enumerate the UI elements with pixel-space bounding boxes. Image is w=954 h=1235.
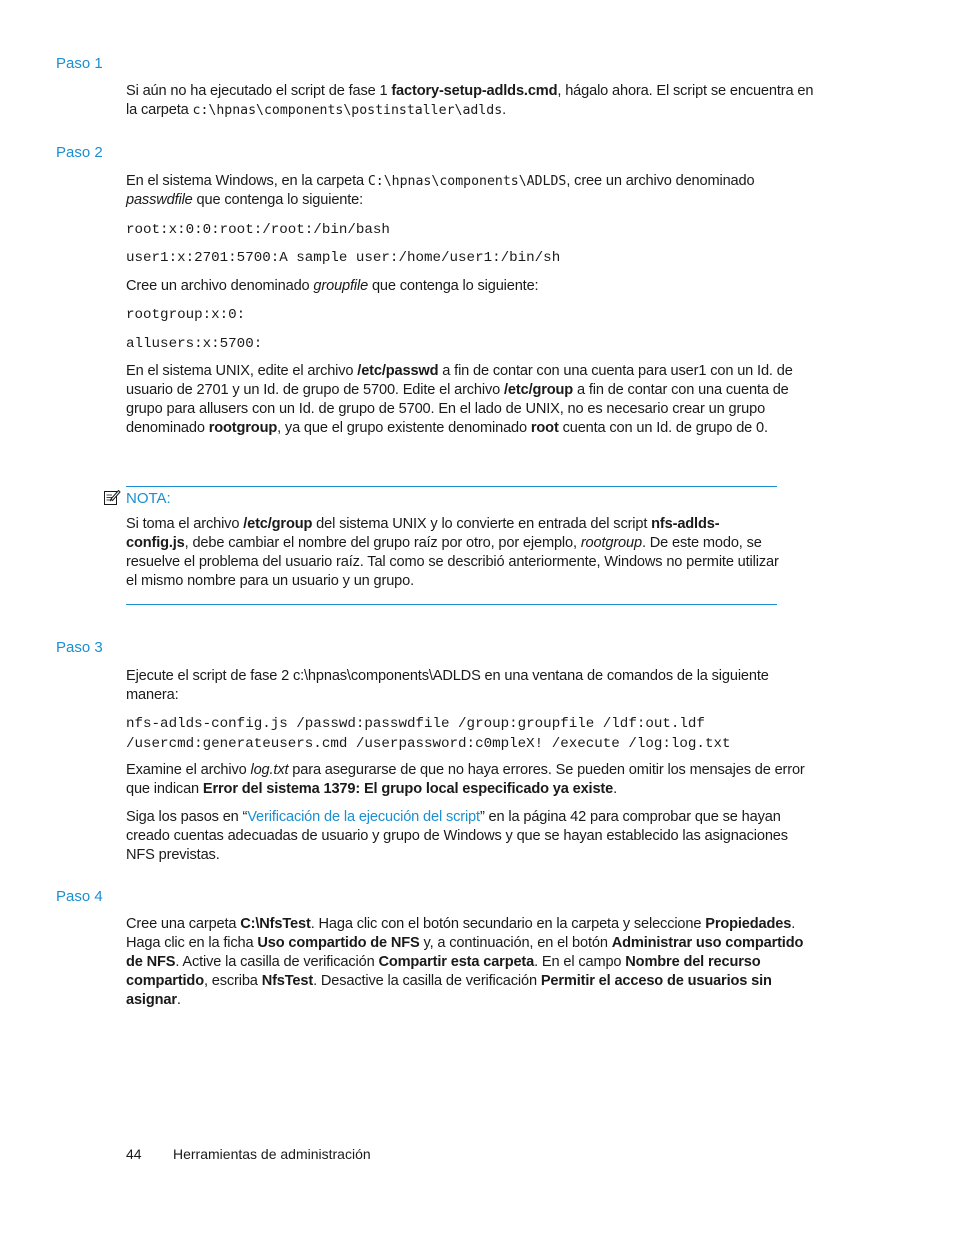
step-4-text: Cree una carpeta C:\NfsTest. Haga clic con el botón secundario en la carpeta y seleccione Propiedades. Haga clic en la ficha Uso compartido de NFS y, a continuación, en el botón Administrar uso compartido de NFS. Active la casilla de verificación Compartir esta carpeta. En el campo Nombre del recurso compartido, escriba NfsTest. Desactive la casilla de verificación Permitir el acceso de usuarios sin asignar. [126, 916, 804, 1008]
step-3-label: Paso 3 [56, 639, 103, 656]
code-line-passwd-root: root:x:0:0:root:/root:/bin/bash [126, 222, 390, 238]
page-number: 44 [126, 1146, 142, 1162]
step-2-paragraph-3: En el sistema UNIX, edite el archivo /etc/passwd a fin de contar con una cuenta para user1 con un Id. de usuario de 2701 y un Id. de grupo de 5700. Edite el archivo /etc/group a fin de contar con una cuenta de grupo para allusers con un Id. de grupo de 5700. En el lado de UNIX, no es necesario crear un grupo denominado rootgroup, ya que el grupo existente denominado root cuenta con un Id. de grupo de 0. [126, 363, 793, 436]
step-2-label: Paso 2 [56, 144, 103, 161]
step-3-paragraph-1: Ejecute el script de fase 2 c:\hpnas\components\ADLDS en una ventana de comandos de la siguiente manera: [126, 668, 769, 703]
step-3-paragraph-2: Examine el archivo log.txt para asegurarse de que no haya errores. Se pueden omitir los mensajes de error que indican Error del sistema 1379: El grupo local especificado ya existe. [126, 762, 805, 797]
note-top-rule [126, 486, 777, 487]
step-3-paragraph-3: Siga los pasos en “Verificación de la ejecución del script” en la página 42 para comprobar que se hayan creado cuentas adecuadas de usuario y grupo de Windows y que se hayan establecido las asignaciones NFS previstas. [126, 809, 788, 863]
code-line-passwd-user1: user1:x:2701:5700:A sample user:/home/user1:/bin/sh [126, 250, 561, 266]
step-1-label: Paso 1 [56, 55, 103, 72]
step-2-paragraph-2: Cree un archivo denominado groupfile que contenga lo siguiente: [126, 278, 539, 294]
footer-section-title: Herramientas de administración [173, 1146, 371, 1162]
step-2-paragraph-1: En el sistema Windows, en la carpeta C:\hpnas\components\ADLDS, cree un archivo denominado passwdfile que contenga lo siguiente: [126, 173, 755, 208]
code-line-group-root: rootgroup:x:0: [126, 307, 246, 323]
note-text: Si toma el archivo /etc/group del sistema UNIX y lo convierte en entrada del script nfs-adlds-config.js, debe cambiar el nombre del grupo raíz por otro, por ejemplo, rootgroup. De este modo, se resuelve el problema del usuario raíz. Tal como se describió anteriormente, Windows no permite utilizar el mismo nombre para un usuario y un grupo. [126, 516, 779, 589]
step-4-label: Paso 4 [56, 888, 103, 905]
verification-link[interactable]: Verificación de la ejecución del script [247, 809, 480, 825]
note-bottom-rule [126, 604, 777, 605]
note-label: NOTA: [126, 490, 171, 507]
code-line-group-allusers: allusers:x:5700: [126, 336, 263, 352]
note-pencil-icon [103, 488, 121, 506]
code-line-command-1: nfs-adlds-config.js /passwd:passwdfile /group:groupfile /ldf:out.ldf [126, 716, 705, 732]
step-1-text: Si aún no ha ejecutado el script de fase 1 factory-setup-adlds.cmd, hágalo ahora. El script se encuentra en la carpeta c:\hpnas\components\postinstaller\adlds. [126, 83, 814, 118]
code-line-command-2: /usercmd:generateusers.cmd /userpassword:c0mpleX! /execute /log:log.txt [126, 736, 731, 752]
